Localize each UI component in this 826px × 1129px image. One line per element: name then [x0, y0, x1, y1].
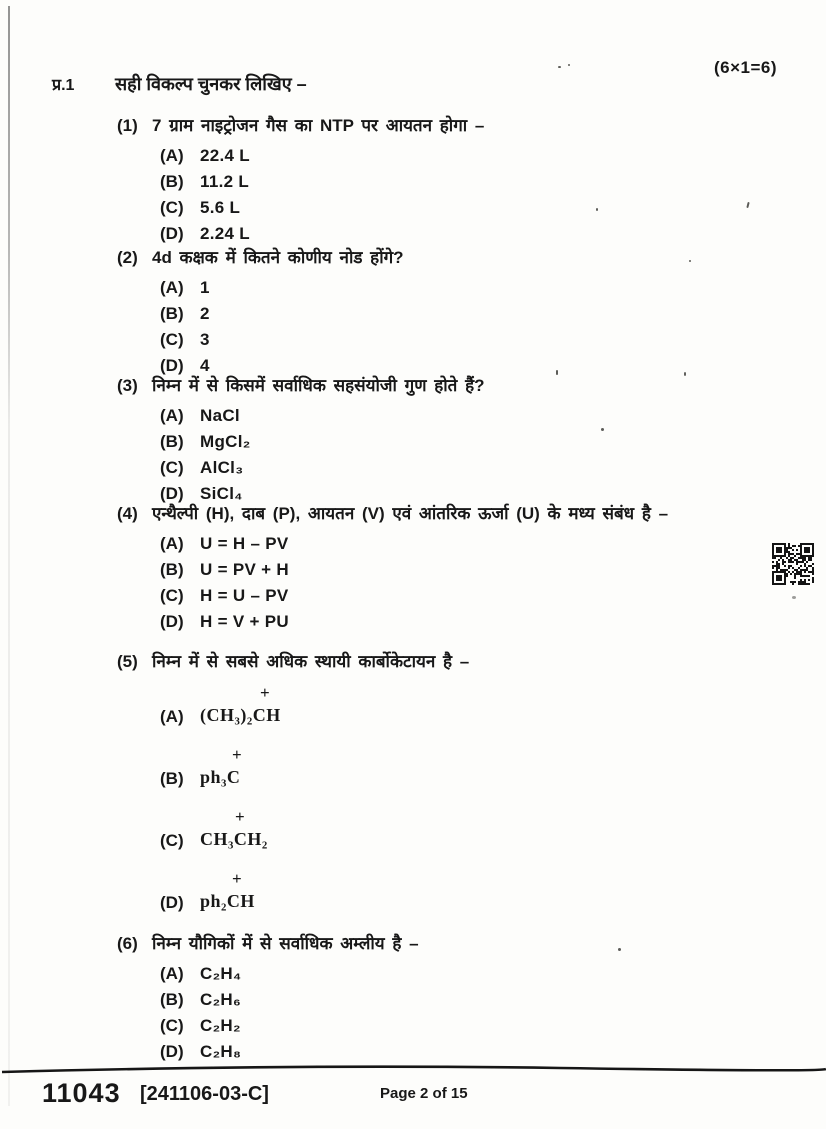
- option-a-value: C₂H₄: [200, 964, 242, 983]
- scan-speck: [689, 260, 691, 262]
- option-a-label: (A): [160, 707, 184, 726]
- question-4-line: [0, 500, 826, 528]
- footer-divider-line: [0, 1062, 826, 1078]
- option-a: [0, 275, 826, 301]
- question-2-options: [0, 275, 826, 379]
- scan-speck: [684, 372, 686, 376]
- question-5-text: निम्न में से सबसे अधिक स्थायी कार्बोकेटायन है –: [152, 652, 470, 671]
- option-a-value: U = H – PV: [200, 534, 289, 553]
- question-1-text: 7 ग्राम नाइट्रोजन गैस का NTP पर आयतन होगा –: [152, 116, 485, 135]
- option-b-value: 2: [200, 304, 210, 323]
- question-3-line: [0, 372, 826, 400]
- option-c-label: (C): [160, 586, 184, 605]
- option-d-value: C₂H₈: [200, 1042, 242, 1061]
- question-instruction: सही विकल्प चुनकर लिखिए –: [115, 74, 307, 94]
- option-d-label: (D): [160, 612, 184, 631]
- option-b: [0, 301, 826, 327]
- option-b: [0, 744, 826, 789]
- option-b: [0, 557, 826, 583]
- option-d: [0, 609, 826, 635]
- option-b-label: (B): [160, 304, 184, 323]
- scan-speck: [601, 428, 604, 431]
- page-footer: [0, 1078, 826, 1108]
- option-a-label: (A): [160, 534, 184, 553]
- question-4-options: [0, 531, 826, 635]
- option-d-label: (D): [160, 893, 184, 912]
- carbocation-formula: [200, 806, 268, 851]
- question-3-number: (3): [117, 376, 138, 395]
- option-d: [0, 868, 826, 913]
- plus-charge: +: [235, 807, 245, 826]
- option-c: [0, 195, 826, 221]
- option-a: [0, 403, 826, 429]
- carbocation-formula: [200, 682, 281, 727]
- question-5-options: [0, 682, 826, 913]
- option-a: [0, 961, 826, 987]
- qr-code-icon: [772, 543, 814, 585]
- question-2: [0, 244, 826, 379]
- option-c-label: (C): [160, 458, 184, 477]
- scan-speck: [556, 370, 558, 375]
- plus-charge: +: [232, 745, 242, 764]
- question-2-text: 4d कक्षक में कितने कोणीय नोड होंगे?: [152, 248, 404, 267]
- option-b-label: (B): [160, 990, 184, 1009]
- option-b: [0, 987, 826, 1013]
- question-5-number: (5): [117, 652, 138, 671]
- plus-charge: +: [260, 683, 270, 702]
- option-c-value: C₂H₂: [200, 1016, 241, 1035]
- question-3: [0, 372, 826, 507]
- option-b-value: ph₃C: [200, 767, 241, 787]
- question-main-number: प्र.1: [52, 77, 75, 94]
- carbocation-formula: [200, 868, 255, 913]
- question-1: [0, 112, 826, 247]
- option-d-value: 2.24 L: [200, 224, 250, 243]
- plus-charge: +: [232, 869, 242, 888]
- question-4-number: (4): [117, 504, 138, 523]
- option-d-value: H = V + PU: [200, 612, 289, 631]
- scan-speck: [596, 208, 598, 211]
- question-2-line: [0, 244, 826, 272]
- option-a: [0, 143, 826, 169]
- option-d-value: SiCl₄: [200, 484, 243, 503]
- question-6-number: (6): [117, 934, 138, 953]
- option-a-value: NaCl: [200, 406, 240, 425]
- option-b-value: C₂H₆: [200, 990, 242, 1009]
- question-1-line: [0, 112, 826, 140]
- option-c-label: (C): [160, 198, 184, 217]
- option-a: [0, 531, 826, 557]
- option-b-value: U = PV + H: [200, 560, 289, 579]
- option-c-value: CH₃CH₂: [200, 829, 268, 849]
- question-1-options: [0, 143, 826, 247]
- question-3-options: [0, 403, 826, 507]
- marks-note: (6×1=6): [714, 58, 778, 77]
- option-c: [0, 327, 826, 353]
- option-d-label: (D): [160, 1042, 184, 1061]
- question-6-line: [0, 930, 826, 958]
- carbocation-formula: [200, 744, 242, 789]
- paper-reference: [241106-03-C]: [140, 1083, 269, 1105]
- option-d-label: (D): [160, 224, 184, 243]
- option-c-label: (C): [160, 1016, 184, 1035]
- option-d-value: ph₂CH: [200, 891, 255, 911]
- option-d-label: (D): [160, 356, 184, 375]
- question-header: [0, 72, 826, 96]
- scan-speck: [792, 596, 796, 599]
- option-b: [0, 169, 826, 195]
- question-5-line: [0, 648, 826, 676]
- option-b-label: (B): [160, 432, 184, 451]
- option-a-label: (A): [160, 406, 184, 425]
- option-b-label: (B): [160, 560, 184, 579]
- question-3-text: निम्न में से किसमें सर्वाधिक सहसंयोजी गुण होते हैं?: [152, 376, 485, 395]
- question-6-text: निम्न यौगिकों में से सर्वाधिक अम्लीय है –: [152, 934, 419, 953]
- option-b: [0, 429, 826, 455]
- option-c-value: AlCl₃: [200, 458, 244, 477]
- option-c-label: (C): [160, 831, 184, 850]
- option-d-value: 4: [200, 356, 210, 375]
- question-4-text: एन्थैल्पी (H), दाब (P), आयतन (V) एवं आंतरिक ऊर्जा (U) के मध्य संबंध है –: [152, 504, 669, 523]
- scan-speck: [568, 64, 570, 66]
- question-5: [0, 648, 826, 930]
- question-6: [0, 930, 826, 1065]
- page-number-label: Page 2 of 15: [380, 1085, 468, 1102]
- option-c-value: H = U – PV: [200, 586, 289, 605]
- option-c: [0, 806, 826, 851]
- option-a: [0, 682, 826, 727]
- option-a-value: 1: [200, 278, 210, 297]
- scan-speck: [618, 948, 621, 951]
- option-b-value: 11.2 L: [200, 172, 250, 191]
- paper-code: 11043: [42, 1078, 121, 1108]
- option-a-label: (A): [160, 964, 184, 983]
- question-6-options: [0, 961, 826, 1065]
- question-2-number: (2): [117, 248, 138, 267]
- question-1-number: (1): [117, 116, 138, 135]
- option-c-value: 3: [200, 330, 210, 349]
- option-a-label: (A): [160, 146, 184, 165]
- option-a-value: 22.4 L: [200, 146, 250, 165]
- question-4: [0, 500, 826, 635]
- option-b-value: MgCl₂: [200, 432, 251, 451]
- option-b-label: (B): [160, 172, 184, 191]
- option-c-label: (C): [160, 330, 184, 349]
- option-a-value: (CH₃)₂CH: [200, 705, 281, 725]
- scan-speck: [558, 66, 561, 68]
- option-c: [0, 583, 826, 609]
- option-a-label: (A): [160, 278, 184, 297]
- option-d-label: (D): [160, 484, 184, 503]
- option-c: [0, 1013, 826, 1039]
- option-c: [0, 455, 826, 481]
- option-c-value: 5.6 L: [200, 198, 241, 217]
- option-b-label: (B): [160, 769, 184, 788]
